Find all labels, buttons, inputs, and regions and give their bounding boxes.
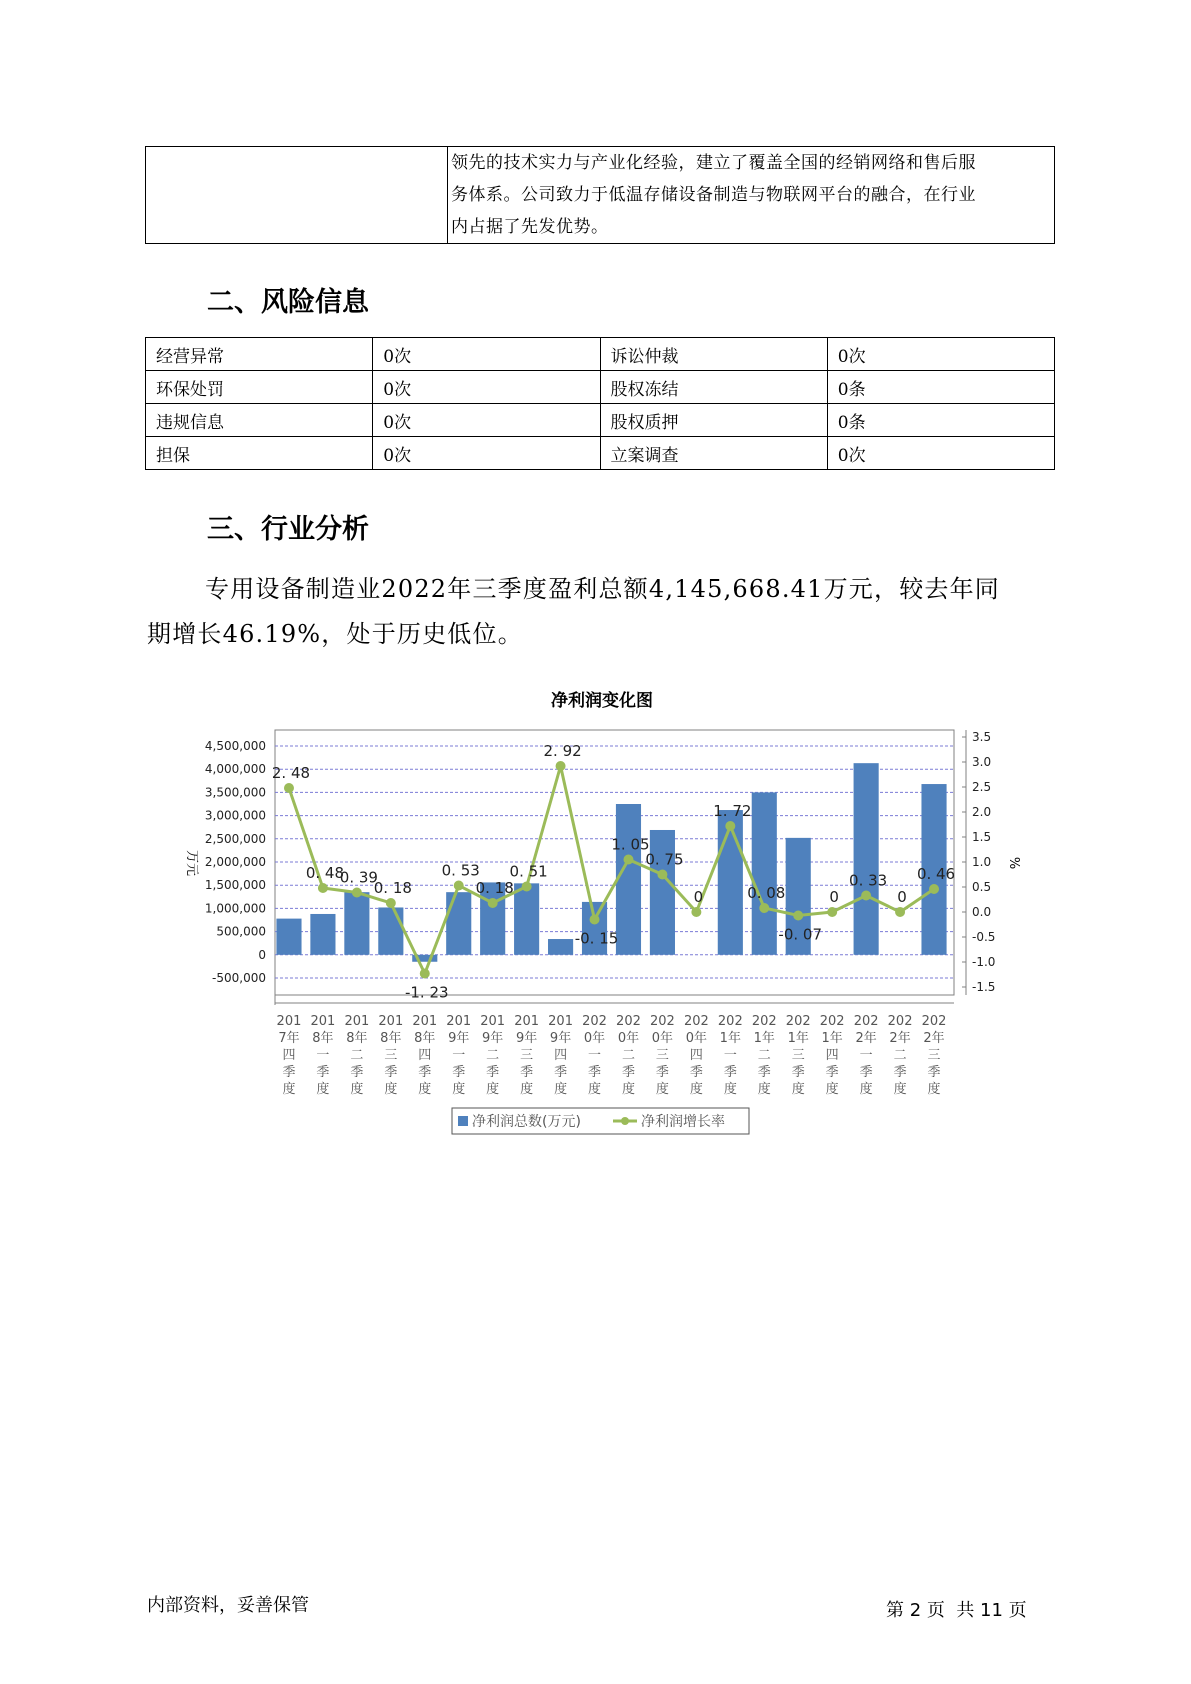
x-tick-label: 一	[859, 1048, 873, 1063]
x-tick-label: 三	[520, 1048, 534, 1063]
x-tick-label: 1年	[821, 1031, 843, 1046]
growth-rate-data-label: 0. 18	[373, 879, 412, 897]
x-tick-label: 201	[412, 1014, 438, 1029]
growth-rate-point	[318, 883, 328, 893]
x-tick-label: 8年	[380, 1031, 402, 1046]
x-tick-label: 0年	[617, 1031, 640, 1046]
x-tick-label: 季	[350, 1065, 364, 1080]
growth-rate-data-label: -0. 07	[778, 925, 823, 944]
x-tick-label: 四	[689, 1048, 703, 1063]
x-tick-label: 202	[887, 1014, 913, 1029]
x-tick-label: 度	[452, 1082, 466, 1097]
y-tick-label: 3,000,000	[204, 808, 266, 823]
x-tick-label: 202	[650, 1014, 675, 1029]
chart-title: 净利润变化图	[551, 691, 653, 711]
x-tick-label: 201	[514, 1014, 540, 1029]
x-tick-label: 季	[621, 1065, 635, 1080]
industry-paragraph-line-1: 专用设备制造业2022年三季度盈利总额4,145,668.41万元，较去年同	[205, 575, 1000, 603]
x-tick-label: 1年	[787, 1031, 809, 1046]
x-tick-label: 202	[785, 1014, 811, 1029]
x-tick-label: 8年	[312, 1031, 334, 1046]
growth-rate-point	[759, 903, 769, 913]
growth-rate-data-label: 0. 18	[475, 879, 514, 897]
x-tick-label: 季	[927, 1065, 941, 1080]
x-tick-label: 三	[927, 1048, 941, 1063]
x-tick-label: 度	[655, 1082, 669, 1097]
growth-rate-data-label: 0. 33	[849, 871, 888, 890]
x-tick-label: 度	[316, 1082, 330, 1097]
x-tick-label: 201	[276, 1014, 302, 1029]
risk-item-value: 0次	[373, 404, 600, 437]
risk-item-value: 0次	[373, 437, 600, 470]
bar	[446, 892, 471, 955]
x-tick-label: 度	[757, 1082, 771, 1097]
growth-rate-data-label: 2. 92	[543, 742, 582, 760]
x-tick-label: 0年	[651, 1031, 674, 1046]
growth-rate-point	[691, 907, 701, 917]
bar	[514, 883, 539, 954]
intro-table-empty-cell	[146, 147, 448, 244]
section-industry-heading: 三、行业分析	[207, 514, 369, 545]
x-tick-label: 一	[316, 1048, 330, 1063]
x-tick-label: 0年	[685, 1031, 708, 1046]
x-tick-label: 二	[350, 1048, 364, 1063]
intro-line-3: 内占据了先发优势。	[451, 217, 609, 237]
risk-item-value: 0次	[827, 338, 1054, 371]
growth-rate-point	[522, 882, 532, 892]
x-tick-label: 202	[853, 1014, 879, 1029]
x-tick-label: 1年	[753, 1031, 775, 1046]
footer-page-number: 第 2 页 共 11 页	[886, 1600, 1027, 1621]
y-tick-label: 3,500,000	[204, 785, 266, 800]
growth-rate-point	[284, 783, 294, 793]
x-tick-label: 度	[486, 1082, 500, 1097]
x-tick-label: 度	[350, 1082, 364, 1097]
y2-tick-label: 3.5	[972, 730, 992, 744]
risk-item-label: 担保	[146, 437, 373, 470]
risk-item-label: 违规信息	[146, 404, 373, 437]
growth-rate-data-label: 0	[829, 888, 839, 906]
x-tick-label: 202	[582, 1014, 607, 1029]
y-tick-label: 1,500,000	[204, 878, 266, 893]
risk-item-label: 经营异常	[146, 338, 373, 371]
x-tick-label: 季	[791, 1065, 805, 1080]
x-tick-label: 度	[893, 1082, 907, 1097]
x-tick-label: 7年	[278, 1031, 300, 1046]
x-tick-label: 8年	[346, 1031, 368, 1046]
y2-axis-label: %	[1006, 856, 1021, 870]
x-tick-label: 度	[554, 1082, 568, 1097]
x-tick-label: 0年	[583, 1031, 606, 1046]
x-tick-label: 季	[588, 1065, 602, 1080]
x-tick-label: 202	[921, 1014, 947, 1029]
x-tick-label: 9年	[482, 1031, 504, 1046]
y2-tick-label: 1.0	[972, 855, 992, 869]
x-tick-label: 201	[378, 1014, 404, 1029]
x-tick-label: 季	[655, 1065, 669, 1080]
growth-rate-point	[861, 891, 871, 901]
y-tick-label: 2,000,000	[204, 855, 266, 869]
intro-table-text-cell	[448, 147, 1055, 244]
legend-bar-label: 净利润总数(万元)	[472, 1114, 581, 1130]
x-tick-label: 度	[588, 1082, 602, 1097]
footer-confidential: 内部资料，妥善保管	[147, 1595, 309, 1616]
x-tick-label: 2年	[855, 1031, 877, 1046]
x-tick-label: 度	[791, 1082, 805, 1097]
x-tick-label: 9年	[448, 1031, 470, 1046]
y-tick-label: 0	[258, 947, 266, 962]
x-tick-label: 8年	[414, 1031, 436, 1046]
risk-table-row	[146, 338, 1055, 371]
x-tick-label: 四	[418, 1048, 432, 1063]
growth-rate-point	[420, 969, 430, 979]
growth-rate-point	[725, 821, 735, 831]
x-tick-label: 度	[621, 1082, 635, 1097]
growth-rate-point	[590, 915, 600, 925]
x-tick-label: 季	[452, 1065, 466, 1080]
x-tick-label: 季	[723, 1065, 737, 1080]
risk-item-label: 诉讼仲裁	[600, 338, 827, 371]
y-tick-label: -500,000	[212, 971, 266, 985]
x-tick-label: 9年	[549, 1031, 572, 1046]
x-tick-label: 202	[616, 1014, 641, 1029]
x-tick-label: 度	[384, 1082, 398, 1097]
x-tick-label: 四	[825, 1048, 839, 1063]
x-tick-label: 2年	[923, 1031, 945, 1046]
legend-bar-swatch	[458, 1116, 468, 1126]
x-tick-label: 201	[310, 1014, 336, 1029]
x-tick-label: 季	[520, 1065, 534, 1080]
x-tick-label: 201	[446, 1014, 472, 1029]
x-tick-label: 9年	[515, 1031, 538, 1046]
growth-rate-point	[454, 881, 464, 891]
growth-rate-point	[895, 907, 905, 917]
risk-item-value: 0条	[827, 371, 1054, 404]
x-tick-label: 季	[384, 1065, 398, 1080]
growth-rate-data-label: 0. 75	[645, 850, 684, 869]
x-tick-label: 度	[723, 1082, 737, 1097]
x-tick-label: 三	[655, 1048, 669, 1063]
x-tick-label: 度	[418, 1082, 432, 1097]
risk-table	[145, 337, 1055, 470]
growth-rate-point	[556, 761, 566, 771]
intro-line-2: 务体系。公司致力于低温存储设备制造与物联网平台的融合，在行业	[451, 185, 976, 205]
bar	[548, 939, 573, 955]
growth-rate-point	[352, 888, 362, 898]
x-tick-label: 度	[859, 1082, 873, 1097]
intro-table	[145, 146, 1055, 244]
x-tick-label: 季	[554, 1065, 568, 1080]
growth-rate-data-label: 0	[693, 888, 704, 906]
growth-rate-data-label: 0. 46	[916, 865, 956, 883]
x-tick-label: 201	[344, 1014, 370, 1029]
bar	[718, 810, 743, 955]
section-risk-heading: 二、风险信息	[207, 287, 369, 318]
y2-tick-label: -1.0	[972, 955, 996, 969]
x-tick-label: 三	[384, 1048, 398, 1063]
growth-rate-point	[623, 855, 633, 865]
growth-rate-point	[827, 907, 837, 917]
x-tick-label: 202	[683, 1014, 709, 1029]
risk-item-value: 0条	[827, 404, 1054, 437]
growth-rate-data-label: 0. 51	[509, 862, 548, 881]
risk-item-label: 环保处罚	[146, 371, 373, 404]
y2-tick-label: 0.5	[972, 880, 992, 894]
x-tick-label: 季	[893, 1065, 907, 1080]
y2-tick-label: 0.0	[972, 905, 992, 919]
x-tick-label: 季	[859, 1065, 873, 1080]
risk-item-value: 0次	[373, 338, 600, 371]
x-tick-label: 度	[689, 1082, 703, 1097]
bar	[752, 792, 777, 954]
x-tick-label: 二	[757, 1048, 771, 1063]
x-tick-label: 一	[588, 1048, 602, 1063]
bar	[276, 919, 301, 955]
risk-table-row	[146, 371, 1055, 404]
x-tick-label: 度	[825, 1082, 839, 1097]
risk-item-value: 0次	[373, 371, 600, 404]
x-tick-label: 一	[723, 1048, 737, 1063]
y-tick-label: 1,000,000	[204, 901, 266, 916]
x-tick-label: 202	[751, 1014, 777, 1029]
y2-tick-label: -0.5	[972, 930, 996, 944]
x-tick-label: 三	[791, 1048, 805, 1063]
y-tick-label: 4,000,000	[204, 762, 266, 777]
x-tick-label: 二	[621, 1048, 635, 1063]
growth-rate-data-label: 0	[897, 888, 907, 906]
legend-line-marker	[621, 1117, 629, 1125]
y2-tick-label: 3.0	[972, 755, 992, 769]
risk-item-label: 股权冻结	[600, 371, 827, 404]
growth-rate-point	[929, 884, 939, 894]
bar	[344, 892, 369, 955]
x-tick-label: 一	[452, 1048, 466, 1063]
bar	[854, 763, 879, 955]
y2-tick-label: 2.5	[972, 780, 992, 794]
risk-item-label: 股权质押	[600, 404, 827, 437]
x-tick-label: 季	[418, 1065, 432, 1080]
bar	[616, 804, 641, 955]
risk-table-row	[146, 437, 1055, 470]
legend-line-label: 净利润增长率	[641, 1114, 725, 1130]
y-axis-label: 万元	[184, 849, 199, 877]
growth-rate-data-label: 1. 05	[611, 835, 650, 854]
x-tick-label: 202	[717, 1014, 743, 1029]
growth-rate-data-label: -0. 15	[574, 929, 619, 948]
risk-table-row	[146, 404, 1055, 437]
x-tick-label: 二	[893, 1048, 907, 1063]
x-tick-label: 2年	[889, 1031, 911, 1046]
risk-item-label: 立案调查	[600, 437, 827, 470]
growth-rate-point	[657, 870, 667, 880]
x-tick-label: 度	[927, 1082, 941, 1097]
intro-line-1: 领先的技术实力与产业化经验，建立了覆盖全国的经销网络和售后服	[451, 153, 976, 173]
industry-paragraph-line-2: 期增长46.19%，处于历史低位。	[147, 620, 523, 648]
y2-tick-label: 2.0	[972, 805, 992, 819]
x-tick-label: 季	[757, 1065, 771, 1080]
x-tick-label: 季	[282, 1065, 296, 1080]
x-tick-label: 度	[282, 1082, 296, 1097]
x-tick-label: 四	[282, 1048, 296, 1063]
x-tick-label: 四	[554, 1048, 568, 1063]
x-tick-label: 季	[486, 1065, 500, 1080]
x-tick-label: 季	[689, 1065, 703, 1080]
y2-tick-label: -1.5	[972, 980, 996, 994]
x-tick-label: 二	[486, 1048, 500, 1063]
bar	[650, 830, 675, 955]
growth-rate-data-label: 0. 48	[305, 864, 345, 882]
growth-rate-data-label: 0. 53	[441, 861, 480, 880]
y-tick-label: 2,500,000	[204, 831, 266, 846]
x-tick-label: 季	[316, 1065, 330, 1080]
y-tick-label: 4,500,000	[204, 739, 266, 753]
growth-rate-point	[793, 911, 803, 921]
growth-rate-data-label: 1. 72	[713, 802, 752, 820]
x-tick-label: 202	[819, 1014, 845, 1029]
x-tick-label: 度	[520, 1082, 534, 1097]
x-tick-label: 1年	[719, 1031, 741, 1046]
net-profit-chart	[0, 680, 1191, 1140]
y2-tick-label: 1.5	[972, 830, 992, 844]
growth-rate-data-label: -1. 23	[404, 983, 449, 1002]
x-tick-label: 201	[480, 1014, 506, 1029]
bar	[378, 907, 403, 954]
growth-rate-point	[488, 898, 498, 908]
risk-item-value: 0次	[827, 437, 1054, 470]
growth-rate-point	[386, 898, 396, 908]
x-tick-label: 季	[825, 1065, 839, 1080]
y-tick-label: 500,000	[216, 924, 266, 939]
growth-rate-data-label: 0. 39	[339, 868, 378, 887]
bar	[310, 914, 335, 955]
x-tick-label: 201	[548, 1014, 573, 1029]
growth-rate-data-label: 0. 08	[747, 884, 786, 902]
growth-rate-data-label: 2. 48	[271, 764, 311, 782]
